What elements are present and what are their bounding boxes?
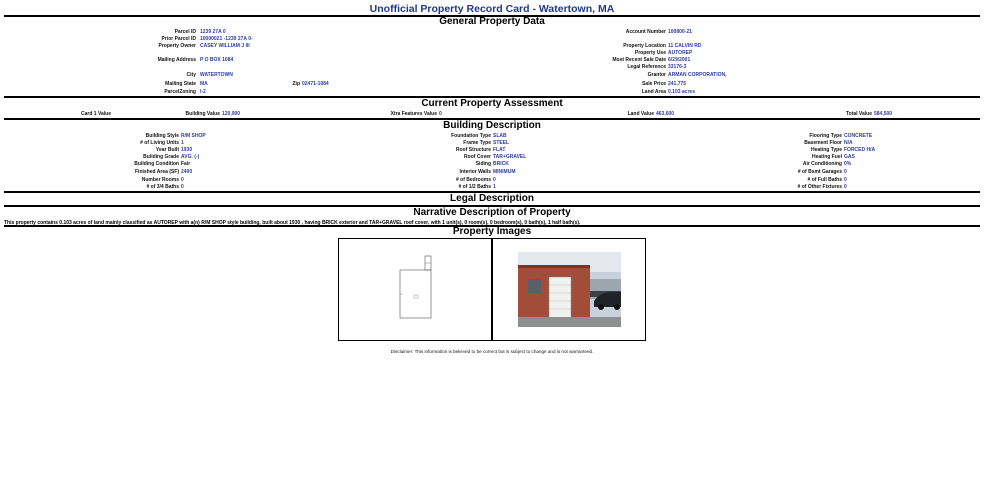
other-fixtures-value: 0 [844, 184, 847, 190]
parcel-id-label: Parcel ID [174, 29, 196, 35]
land-area-label: Land Area [641, 89, 666, 95]
city-label: City [186, 72, 196, 78]
sale-date-label: Most Recent Sale Date [612, 57, 666, 63]
building-style-label: Building Style [145, 133, 179, 139]
finished-area-label: Finished Area (SF) [135, 169, 179, 175]
basement-floor-label: Basement Floor [804, 140, 842, 146]
mailing-address-label: Mailing Address [157, 57, 196, 63]
full-baths-label: # of Full Baths [807, 177, 842, 183]
building-photo[interactable] [491, 238, 646, 341]
flooring-type-value: CONCRETE [844, 133, 873, 139]
living-units-value: 1 [181, 140, 184, 146]
three-quarter-baths-value: 0 [181, 184, 184, 190]
legal-reference-value: 33176-3 [668, 64, 687, 70]
flooring-type-label: Flooring Type [809, 133, 842, 139]
section-general-heading: General Property Data [439, 16, 545, 27]
sale-price-value: 241,775 [668, 81, 687, 87]
zip-label: Zip [292, 81, 300, 87]
sketch-image[interactable] [338, 238, 493, 341]
mailing-address-value: P O BOX 1084 [200, 57, 234, 63]
account-number-label: Account Number [625, 29, 666, 35]
parcel-zoning-label: ParcelZoning [164, 89, 196, 95]
grantor-value: ARMAN CORPORATION, [668, 72, 727, 78]
living-units-label: # of Living Units [140, 140, 179, 146]
other-fixtures-label: # of Other Fixtures [797, 184, 842, 190]
frame-type-value: STEEL [493, 140, 510, 146]
land-value-label: Land Value [627, 111, 654, 117]
air-conditioning-label: Air Conditioning [802, 161, 842, 167]
legal-reference-label: Legal Reference [627, 64, 666, 70]
xtra-features-value: 0 [439, 111, 442, 117]
roof-structure-label: Roof Structure [456, 147, 491, 153]
grantor-label: Grantor [647, 72, 666, 78]
heating-type-value: FORCED H/A [844, 147, 876, 153]
half-baths-label: # of 1/2 Baths [458, 184, 491, 190]
interior-walls-value: MINIMUM [493, 169, 516, 175]
building-condition-value: Fair [181, 161, 191, 167]
card-value-label: Card 1 Value [81, 111, 112, 117]
property-owner-label: Property Owner [158, 43, 196, 49]
city-value: WATERTOWN [200, 72, 233, 78]
mailing-state-label: Mailing State [165, 81, 196, 87]
property-use-value: AUTOREP [668, 50, 693, 56]
narrative-text: This property contains 0.103 acres of land mainly classified as AUTOREP with a(n) R/M SHOP style building, built about 1930 , having BRICK exterior and TAR+GRAVEL roof cover, with 1 unit(s), 0 room(s), 0 bedroom(s), 0 bath(s), 1 half bath(s). [4, 220, 581, 226]
sale-date-value: 6/29/2001 [668, 57, 691, 63]
finished-area-value: 2400 [181, 169, 193, 175]
disclaimer-text: Disclaimer: This information is believed to be correct but is subject to change and is not warranteed. [390, 349, 594, 354]
prior-parcel-id-value: 10000021 -1239 27A 0- [200, 36, 253, 42]
total-value-value: 584,500 [874, 111, 893, 117]
foundation-type-label: Foundation Type [451, 133, 491, 139]
heating-fuel-label: Heating Fuel [811, 154, 842, 160]
property-location-label: Property Location [623, 43, 666, 49]
air-conditioning-value: 0% [844, 161, 852, 167]
section-images-heading: Property Images [452, 226, 532, 237]
building-style-value: R/M SHOP [181, 133, 206, 139]
xtra-features-label: Xtra Features Value [390, 111, 437, 117]
property-use-label: Property Use [634, 50, 666, 56]
photo-garage-building [492, 239, 645, 340]
account-number-value: 100800-21 [668, 29, 692, 35]
interior-walls-label: Interior Walls [459, 169, 491, 175]
full-baths-value: 0 [844, 177, 847, 183]
building-value-value: 120,900 [222, 111, 241, 117]
section-legal-heading: Legal Description [450, 193, 534, 204]
number-rooms-value: 0 [181, 177, 184, 183]
building-value-label: Building Value [185, 111, 220, 117]
roof-structure-value: FLAT [493, 147, 506, 153]
roof-cover-label: Roof Cover [464, 154, 491, 160]
year-built-value: 1930 [181, 147, 193, 153]
bsmt-garages-value: 0 [844, 169, 847, 175]
foundation-type-value: SLAB [493, 133, 507, 139]
property-owner-value: CASEY WILLIAM J III [200, 43, 250, 49]
three-quarter-baths-label: # of 3/4 Baths [146, 184, 179, 190]
section-building-heading: Building Description [443, 120, 541, 131]
floor-plan-sketch [339, 239, 492, 340]
siding-value: BRICK [493, 161, 509, 167]
basement-floor-value: N/A [844, 140, 853, 146]
section-narrative-heading: Narrative Description of Property [413, 207, 571, 218]
page-title: Unofficial Property Record Card - Watertown, MA [369, 3, 615, 15]
bedrooms-label: # of Bedrooms [455, 177, 491, 183]
property-location-value: 11 CALVIN RD [668, 43, 702, 49]
prior-parcel-id-label: Prior Parcel ID [161, 36, 196, 42]
land-area-value: 0.103 acres [668, 89, 695, 95]
roof-cover-value: TAR+GRAVEL [493, 154, 527, 160]
building-grade-value: AVG. (-) [181, 154, 200, 160]
year-built-label: Year Built [155, 147, 179, 153]
frame-type-label: Frame Type [463, 140, 491, 146]
half-baths-value: 1 [493, 184, 496, 190]
bsmt-garages-label: # of Bsmt Garages [797, 169, 842, 175]
bedrooms-value: 0 [493, 177, 496, 183]
mailing-state-value: MA [200, 81, 208, 87]
parcel-id-value: 1239 27A 0 [200, 29, 226, 35]
heating-type-label: Heating Type [810, 147, 842, 153]
heating-fuel-value: GAS [844, 154, 855, 160]
section-assessment-heading: Current Property Assessment [421, 98, 563, 109]
sale-price-label: Sale Price [642, 81, 666, 87]
number-rooms-label: Number Rooms [141, 177, 179, 183]
building-grade-label: Building Grade [143, 154, 179, 160]
building-condition-label: Building Condition [134, 161, 179, 167]
land-value-value: 463,600 [656, 111, 675, 117]
zip-value: 02471-1084 [302, 81, 329, 87]
total-value-label: Total Value [845, 111, 872, 117]
siding-label: Siding [475, 161, 491, 167]
parcel-zoning-value: I-2 [200, 89, 206, 95]
